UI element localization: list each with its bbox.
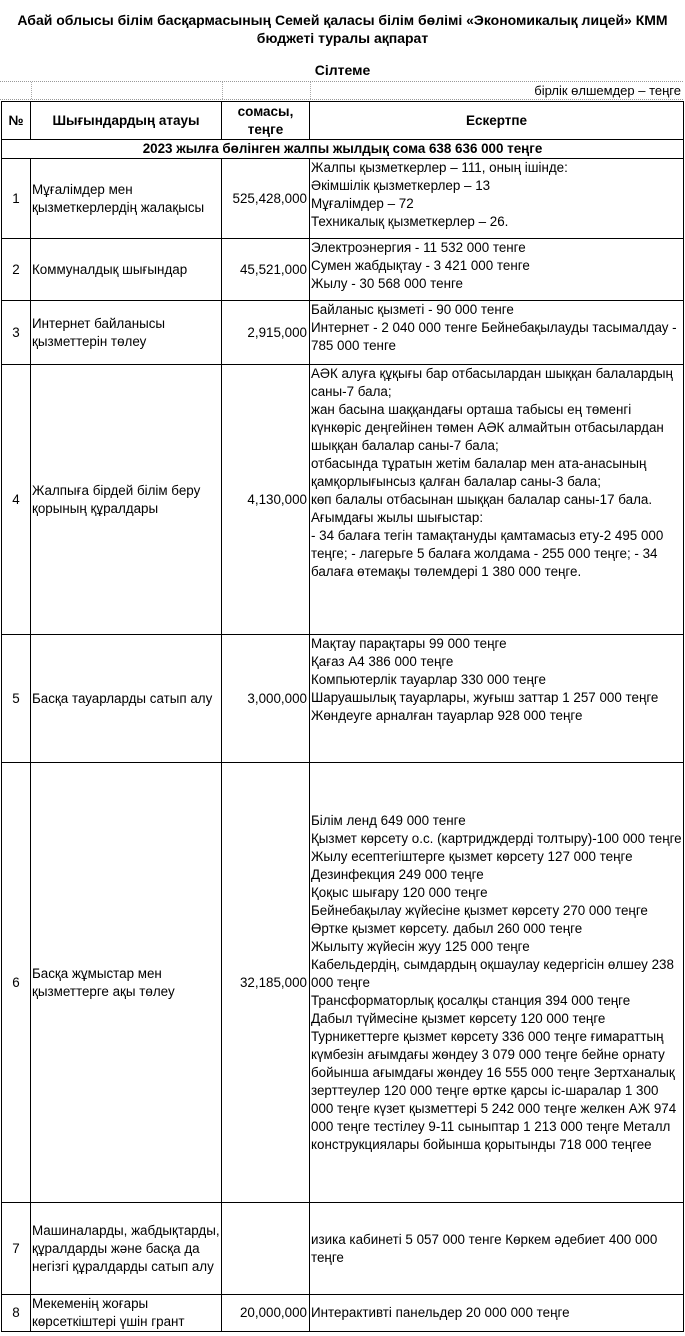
row-number: 2 xyxy=(2,239,31,301)
page-subtitle: Сілтеме xyxy=(314,62,371,78)
column-header-note: Ескертпе xyxy=(310,102,684,140)
row-note: Білім ленд 649 000 тенге Қызмет көрсету о.с. (картридждерді толтыру)-100 000 теңге Жылу есептегіштерге қызмет көрсету 127 000 теңге Дезинфекция 249 000 теңге Қоқыс шығару 120 000 теңге Бейнебақылау жүйесіне қызмет көрсету 270 000 теңге Өртке қызмет көрсету. дабыл 260 000 теңге Жылыту жүйесін жуу 125 000 теңге Кабельдердің, сымдардың оқшаулау кедергісін өлшеу 238 000 теңге Трансформаторлық қосалқы станция 394 000 теңге Дабыл түймесіне қызмет көрсету 120 000 теңге Турникеттерге қызмет көрсету 336 000 теңге ғимараттың күмбезін ағымдағы жөндеу 3 079 000 теңге бейне орнату бойынша ағымдағы жөндеу 16 555 000 теңге Зертханалық зерттеулер 120 000 теңге өртке қарсы іс-шаралар 1 300 000 теңге күзет қызметтері 5 242 000 теңге желкен АЖ 974 000 теңге тестілеу 9-11 сыныптар 1 213 000 теңге Металл конструкциялары бойынша қорытынды 718 000 теңгее xyxy=(310,763,684,1203)
row-sum: 20,000,000 xyxy=(222,1295,310,1332)
row-sum: 525,428,000 xyxy=(222,159,310,239)
row-name: Басқа тауарларды сатып алу xyxy=(31,635,222,763)
page-title: Абай облысы білім басқармасының Семей қаласы білім бөлімі «Экономикалық лицей» КММ бюджеті туралы ақпарат xyxy=(17,12,668,46)
table-row xyxy=(2,1203,684,1295)
row-name: Интернет байланысы қызметтерін төлеу xyxy=(31,301,222,365)
table-row xyxy=(2,239,684,301)
table-row xyxy=(2,365,684,635)
row-note: Байланыс қызметі - 90 000 тенге Интернет - 2 040 000 тенге Бейнебақылауды тасымалдау - 785 000 тенге xyxy=(310,301,684,365)
row-sum: 4,130,000 xyxy=(222,365,310,635)
row-number: 6 xyxy=(2,763,31,1203)
row-note: АӘК алуға құқығы бар отбасылардан шыққан балалардың саны-7 бала; жан басына шаққандағы орташа табысы ең төменгі күнкөріс деңгейінен төмен АӘК алмайтын отбасылардан шыққан балалар саны-7 бала; отбасында тұратын жетім балалар мен ата-анасының қамқорлығынсыз қалған балалар саны-3 бала; көп балалы отбасынан шыққан балалар саны-17 бала. Ағымдағы жылы шығыстар: - 34 балаға тегін тамақтануды қамтамасыз ету-2 495 000 теңге; - лагерьге 5 балаға жолдама - 255 000 теңге; - 34 балаға өтемақы төлемдері 1 380 000 теңге. xyxy=(310,365,684,635)
row-sum: 2,915,000 xyxy=(222,301,310,365)
table-row xyxy=(2,763,684,1203)
row-number: 4 xyxy=(2,365,31,635)
row-name: Жалпыға бірдей білім беру қорының құралдары xyxy=(31,365,222,635)
row-number: 3 xyxy=(2,301,31,365)
column-header-name: Шығындардың атауы xyxy=(31,102,222,140)
row-note: Мақтау парақтары 99 000 теңге Қағаз А4 386 000 теңге Компьютерлік тауарлар 330 000 теңге Шаруашылық тауарлары, жуғыш заттар 1 257 000 теңге Жөндеуге арналған тауарлар 928 000 теңге xyxy=(310,635,684,763)
row-note: Электроэнергия - 11 532 000 тенге Сумен жабдықтау - 3 421 000 тенге Жылу - 30 568 000 тенге xyxy=(310,239,684,301)
table-row xyxy=(2,1295,684,1332)
row-note: изика кабинеті 5 057 000 тенге Көркем әдебиет 400 000 теңге xyxy=(310,1203,684,1295)
row-sum: 3,000,000 xyxy=(222,635,310,763)
table-header-row xyxy=(2,102,684,140)
table-row xyxy=(2,301,684,365)
row-number: 5 xyxy=(2,635,31,763)
row-note: Интерактивті панельдер 20 000 000 теңге xyxy=(310,1295,684,1332)
row-name: Мұғалімдер мен қызметкерлердің жалақысы xyxy=(31,159,222,239)
row-name: Машиналарды, жабдықтарды, құралдарды және басқа да негізгі құралдарды сатып алу xyxy=(31,1203,222,1295)
budget-table xyxy=(1,101,684,1332)
row-name: Мекеменің жоғары көрсеткіштері үшін грант xyxy=(31,1295,222,1332)
row-name: Басқа жұмыстар мен қызметтерге ақы төлеу xyxy=(31,763,222,1203)
row-sum xyxy=(222,1203,310,1295)
year-total-row xyxy=(2,140,684,159)
column-header-number: № xyxy=(2,102,31,140)
units-row xyxy=(0,81,683,100)
row-number: 1 xyxy=(2,159,31,239)
row-name: Коммуналдық шығындар xyxy=(31,239,222,301)
row-note: Жалпы қызметкерлер – 111, оның ішінде: Әкімшілік қызметкерлер – 13 Мұғалімдер – 72 Техникалық қызметкерлер – 26. xyxy=(310,159,684,239)
row-sum: 45,521,000 xyxy=(222,239,310,301)
table-row xyxy=(2,159,684,239)
table-row xyxy=(2,635,684,763)
units-label: бірлік өлшемдер – теңге xyxy=(534,83,681,98)
row-sum: 32,185,000 xyxy=(222,763,310,1203)
row-number: 7 xyxy=(2,1203,31,1295)
year-total-text: 2023 жылға бөлінген жалпы жылдық сома 638 636 000 теңге xyxy=(2,140,684,159)
column-header-sum: сомасы, теңге xyxy=(222,102,310,140)
row-number: 8 xyxy=(2,1295,31,1332)
